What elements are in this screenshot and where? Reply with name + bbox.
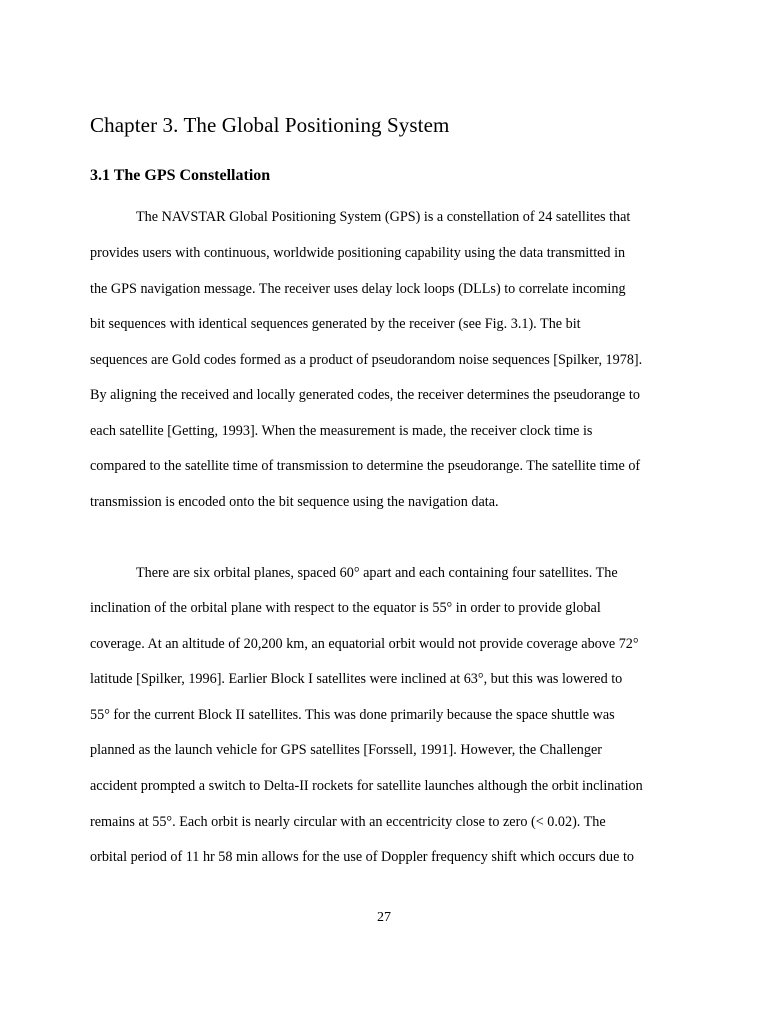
paragraph-line: transmission is encoded onto the bit sequence using the navigation data. <box>90 494 499 510</box>
paragraph-line: 55° for the current Block II satellites. This was done primarily because the space shuttle was <box>90 707 615 723</box>
paragraph-line: orbital period of 11 hr 58 min allows for the use of Doppler frequency shift which occurs due to <box>90 849 634 865</box>
paragraph-line: coverage. At an altitude of 20,200 km, an equatorial orbit would not provide coverage above 72° <box>90 636 639 652</box>
paragraph-line: latitude [Spilker, 1996]. Earlier Block I satellites were inclined at 63°, but this was lowered to <box>90 671 623 687</box>
paragraph-line: bit sequences with identical sequences generated by the receiver (see Fig. 3.1). The bit <box>90 316 581 332</box>
paragraph-line: There are six orbital planes, spaced 60° apart and each containing four satellites. The <box>136 565 618 581</box>
paragraph-line: compared to the satellite time of transmission to determine the pseudorange. The satellite time of <box>90 458 641 474</box>
chapter-title: Chapter 3. The Global Positioning System <box>90 113 450 137</box>
paragraph-line: The NAVSTAR Global Positioning System (GPS) is a constellation of 24 satellites that <box>136 209 631 225</box>
section-title: 3.1 The GPS Constellation <box>90 167 271 184</box>
paragraph-line: each satellite [Getting, 1993]. When the measurement is made, the receiver clock time is <box>90 423 593 439</box>
paragraph-line: accident prompted a switch to Delta-II rockets for satellite launches although the orbit inclination <box>90 778 643 794</box>
paragraph-line: remains at 55°. Each orbit is nearly circular with an eccentricity close to zero (< 0.02). The <box>90 814 606 830</box>
paragraph-line: the GPS navigation message. The receiver uses delay lock loops (DLLs) to correlate incoming <box>90 281 626 297</box>
paragraph-line: sequences are Gold codes formed as a product of pseudorandom noise sequences [Spilker, 1978]. <box>90 352 643 368</box>
page-number: 27 <box>377 910 391 925</box>
paragraph-line: inclination of the orbital plane with respect to the equator is 55° in order to provide global <box>90 600 601 616</box>
paragraph-line: provides users with continuous, worldwide positioning capability using the data transmitted in <box>90 245 626 261</box>
paragraph-line: planned as the launch vehicle for GPS satellites [Forssell, 1991]. However, the Challenger <box>90 742 603 758</box>
paragraph-line: By aligning the received and locally generated codes, the receiver determines the pseudorange to <box>90 387 640 403</box>
